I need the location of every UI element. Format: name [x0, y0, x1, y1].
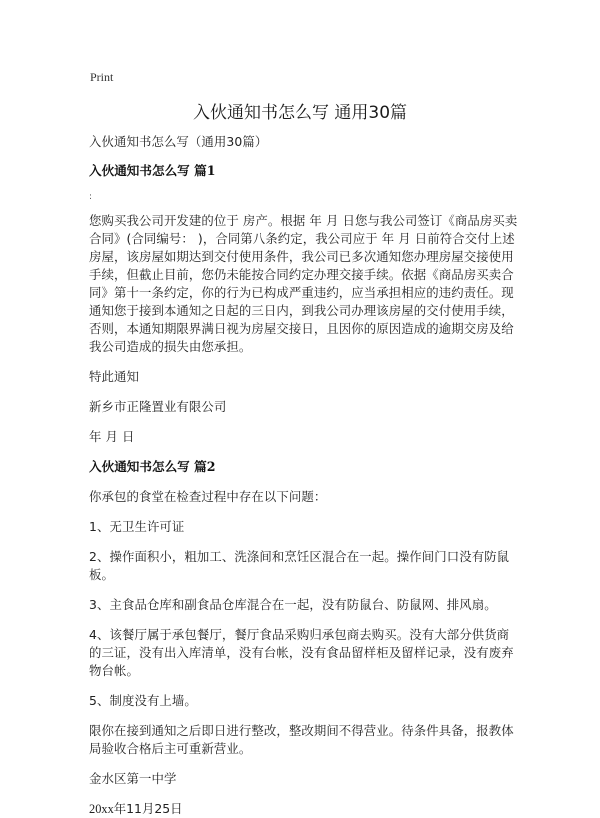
- section-1-date: 年 月 日: [89, 429, 135, 444]
- document-title: 入伙通知书怎么写 通用30篇: [192, 103, 408, 123]
- section-1-company: 新乡市正隆置业有限公司: [89, 399, 227, 414]
- section-2-date-year: 20xx: [89, 802, 114, 816]
- section-2-heading: 入伙通知书怎么写 篇2: [89, 459, 216, 474]
- section-2-closing: 限你在接到通知之后即日进行整改，整改期间不得营业。待条件具备，报教体局验收合格后主可重新营业。: [89, 723, 514, 756]
- section-1-notice: 特此通知: [89, 369, 139, 384]
- section-2-item: 3、主食品仓库和副食品仓库混合在一起，没有防鼠台、防鼠网、排风扇。: [89, 597, 497, 612]
- section-1-marker: :: [89, 192, 93, 202]
- section-2-item: 1、无卫生许可证: [89, 519, 185, 534]
- section-2-date-rest: 年11月25日: [113, 801, 183, 816]
- section-2-intro: 你承包的食堂在检查过程中存在以下问题：: [89, 489, 327, 504]
- section-1-heading: 入伙通知书怎么写 篇1: [89, 163, 216, 178]
- section-1-paragraph: 您购买我公司开发建的位于 房产。根据 年 月 日您与我公司签订《商品房买卖合同》(合同编号： )，合同第八条约定，我公司应于 年 月 日前符合交付上述房屋，该房屋如期达到交付使用条件，我公司已多次通知您办理房屋交接使用手续，但截止目前，您仍未能按合同约定办理交接手续。依据《商品房买卖合同》第十一条约定，你的行为已构成严重违约，应当承担相应的违约责任。现通知您于接到本通知之日起的三日内，到我公司办理该房屋的交付使用手续，否则，本通知期限界满日视为房屋交接日，且因你的原因造成的逾期交房及给我公司造成的损失由您承担。: [89, 213, 518, 354]
- section-2-school: 金水区第一中学: [89, 771, 177, 786]
- document-body: [89, 133, 519, 818]
- section-2-item: 4、该餐厅属于承包餐厅，餐厅食品采购归承包商去购买。没有大部分供货商的三证，没有出入库清单，没有台帐，没有食品留样柜及留样记录，没有废弃物台帐。: [89, 627, 514, 678]
- section-2-item: 5、制度没有上墙。: [89, 693, 197, 708]
- print-label[interactable]: Print: [90, 70, 114, 84]
- intro-text: 入伙通知书怎么写（通用30篇）: [89, 134, 268, 149]
- section-2-item: 2、操作面积小，粗加工、洗涤间和烹饪区混合在一起。操作间门口没有防鼠板。: [89, 549, 510, 582]
- section-2-date: [89, 800, 519, 818]
